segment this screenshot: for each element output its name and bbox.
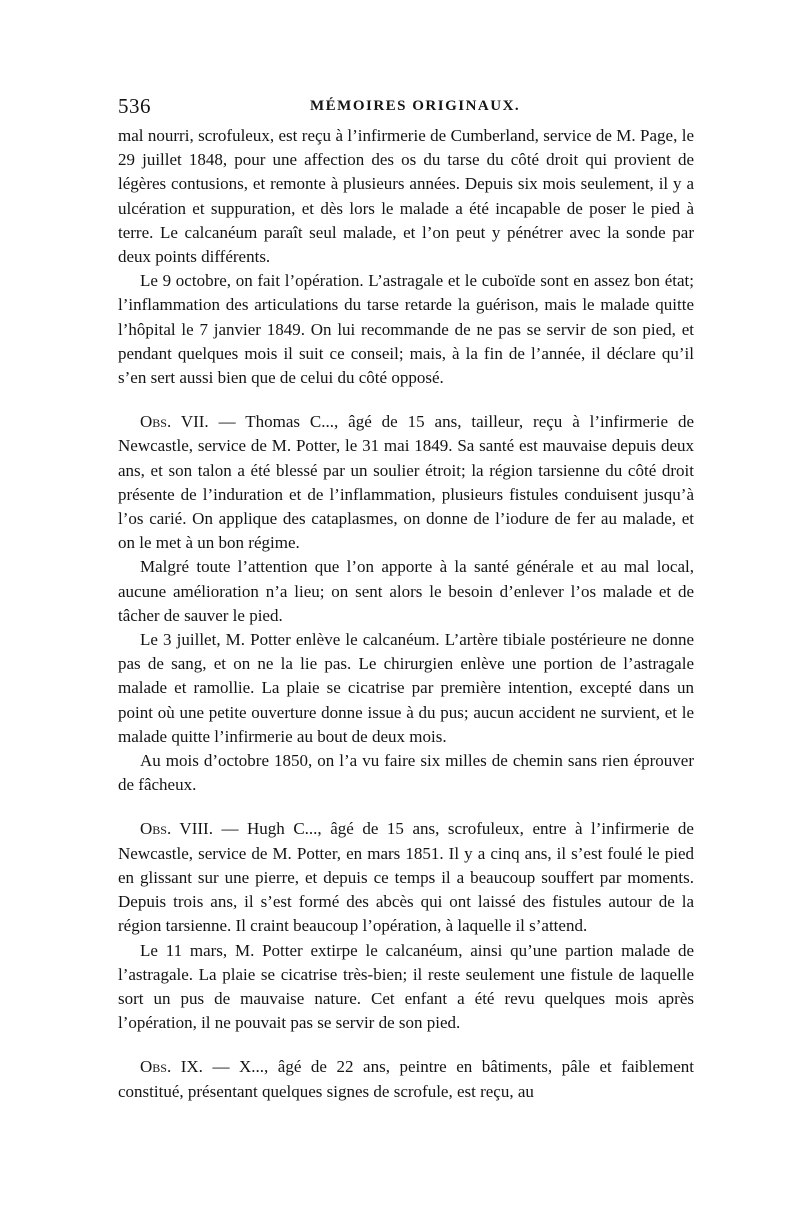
paragraph bbox=[118, 749, 694, 797]
observation-label: Obs. IX. bbox=[140, 1057, 203, 1077]
paragraph-text: — X..., âgé de 22 ans, peintre en bâtiments, pâle et faiblement constitué, présentant quelques signes de scrofule, est reçu, au bbox=[118, 1057, 694, 1101]
book-page bbox=[118, 94, 694, 1101]
paragraph-text: — Hugh C..., âgé de 15 ans, scrofuleux, entre à l’infirmerie de Newcastle, service de M. Potter, en mars 1851. Il y a cinq ans, il s’est foulé le pied en glissant sur une pierre, et depuis ce temps il a beaucoup souffert par moments. Depuis trois ans, il s’est formé des abcès qui ont laissé des fistules autour de la région tarsienne. Il craint beaucoup l’opération, à laquelle il s’attend. bbox=[118, 819, 694, 936]
paragraph bbox=[118, 939, 694, 1036]
paragraph-operation bbox=[118, 269, 694, 390]
observation-vii bbox=[118, 410, 694, 555]
running-head: MÉMOIRES ORIGINAUX. bbox=[310, 98, 521, 114]
paragraph bbox=[118, 628, 694, 749]
paragraph-text: Le 11 mars, M. Potter extirpe le calcanéum, ainsi qu’une partion malade de l’astragale. La plaie se cicatrise très-bien; il reste seulement une fistule de laquelle sort un pus de mauvaise nature. Cet enfant a été revu quelques mois après l’opération, il ne pouvait pas se servir de son pied. bbox=[118, 940, 694, 1033]
body-text bbox=[118, 124, 694, 1104]
observation-label: Obs. VIII. bbox=[140, 819, 213, 839]
paragraph-text: Au mois d’octobre 1850, on l’a vu faire six milles de chemin sans rien éprouver de fâcheux. bbox=[118, 751, 694, 795]
observation-label: Obs. VII. bbox=[140, 412, 209, 432]
paragraph-text: Le 3 juillet, M. Potter enlève le calcanéum. L’artère tibiale postérieure ne donne pas de sang, et on ne la lie pas. Le chirurgien enlève une portion de l’astragale malade et ramollie. La plaie se cicatrise par première intention, excepté dans un point où une petite ouverture donne issue à du pus; aucun accident ne survient, et le malade quitte l’infirmerie au bout de deux mois. bbox=[118, 630, 694, 746]
observation-ix bbox=[118, 1055, 694, 1103]
observation-viii bbox=[118, 817, 694, 938]
paragraph-text: Malgré toute l’attention que l’on apporte à la santé générale et au mal local, aucune amélioration n’a lieu; on sent alors le besoin d’enlever l’os malade et de tâcher de sauver le pied. bbox=[118, 557, 694, 625]
paragraph-continuation bbox=[118, 124, 694, 269]
paragraph-text: Le 9 octobre, on fait l’opération. L’astragale et le cuboïde sont en assez bon état; l’inflammation des articulations du tarse retarde la guérison, mais le malade quitte l’hôpital le 7 janvier 1849. On lui recommande de ne pas se servir de son pied, et pendant quelques mois il suit ce conseil; mais, à la fin de l’année, il déclare qu’il s’en sert aussi bien que de celui du côté opposé. bbox=[118, 271, 694, 388]
paragraph-text: mal nourri, scrofuleux, est reçu à l’infirmerie de Cumberland, service de M. Page, le 29 juillet 1848, pour une affection des os du tarse du côté droit qui provient de légères contusions, et remonte à plusieurs années. Depuis six mois seulement, il y a ulcération et suppuration, et dès lors le malade a été incapable de poser le pied à terre. Le calcanéum paraît seul malade, et l’on peut y pénétrer avec la sonde par deux points différents. bbox=[118, 126, 694, 267]
page-header bbox=[118, 94, 694, 124]
page-number: 536 bbox=[118, 94, 151, 118]
paragraph-text: — Thomas C..., âgé de 15 ans, tailleur, reçu à l’infirmerie de Newcastle, service de M. Potter, le 31 mai 1849. Sa santé est mauvaise depuis deux ans, et son talon a été blessé par un soulier étroit; la région tarsienne du côté droit présente de l’induration et de l’inflammation, plusieurs fistules conduisent jusqu’à l’os carié. On applique des cataplasmes, on donne de l’iodure de fer au malade, et on le met à un bon régime. bbox=[118, 412, 694, 553]
paragraph bbox=[118, 555, 694, 628]
